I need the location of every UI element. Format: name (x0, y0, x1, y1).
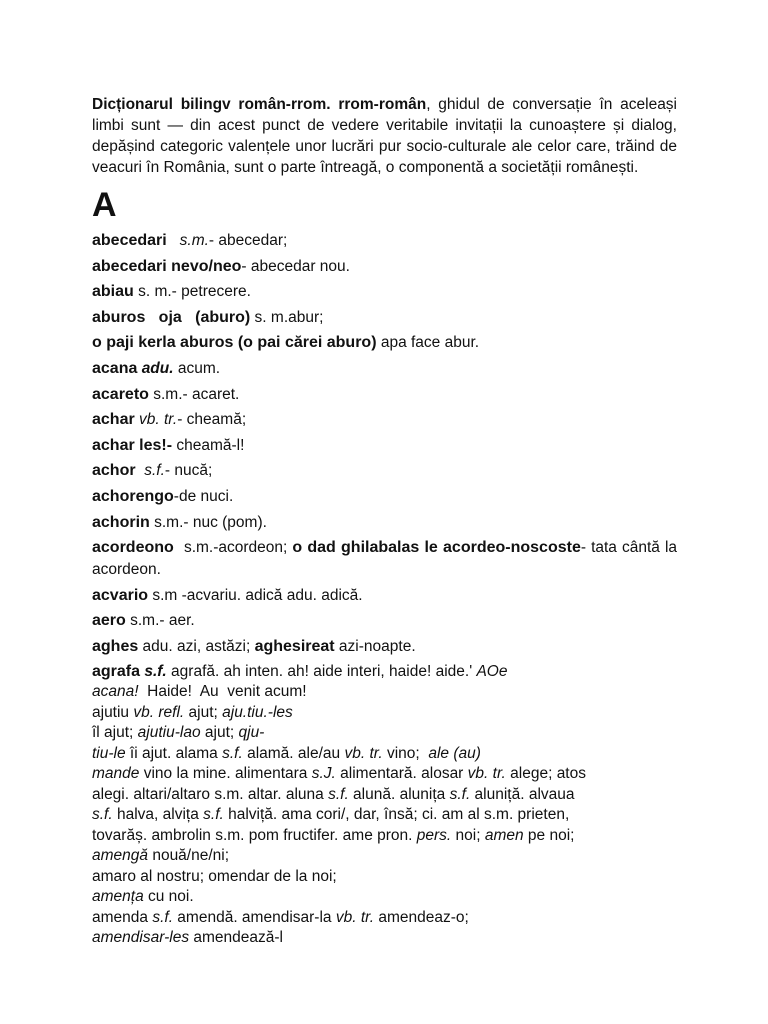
dense-line-text: alegi. altari/altaro s.m. altar. aluna (92, 785, 329, 803)
dense-line-text: agrafă. ah inten. ah! aide interi, haide! aide.' (166, 662, 477, 680)
dense-line-text: ale (au) (428, 744, 481, 762)
dense-line (92, 744, 677, 765)
dense-line-text: amengă (92, 847, 149, 864)
dictionary-entry (92, 486, 677, 508)
grammar-tag: vb. tr. (139, 411, 178, 429)
headword: acareto (92, 385, 149, 403)
definition: - abecedar nou. (241, 257, 350, 275)
definition: - nucă; (164, 462, 213, 480)
dense-line-text: nouă/ne/ni; (148, 847, 230, 864)
headword: aghesireat (254, 637, 335, 655)
dense-entries-block (92, 662, 677, 949)
dictionary-entry (92, 230, 677, 252)
section-letter: A (92, 186, 117, 224)
dense-line-text: alună. alunița (348, 785, 450, 803)
dictionary-entry (92, 281, 677, 303)
dense-line-text: s.f. (92, 806, 113, 823)
dense-line-text: amendisar-les (92, 929, 190, 946)
intro-text: , ghidul de conversație în aceleași limbi sunt — din acest punct de vedere veritabile invitații la cunoaștere și dialog, depășind categoric valențele unor lucrări pur socio-culturale ale celor care, trăind de veacuri în România, sunt o parte întreagă, o componentă a societății românești. (92, 96, 678, 176)
dense-line-text: alege; atos (505, 765, 586, 782)
headword: achar les!- (92, 436, 173, 454)
dense-line-text: pers. (416, 826, 452, 844)
dense-line-text: alamă. ale/au (242, 744, 345, 762)
dense-line-text: s.f. (222, 744, 243, 762)
definition: s.m.- acaret. (148, 385, 240, 403)
dense-line-text: îi ajut. alama (125, 744, 223, 762)
dictionary-entry (92, 307, 677, 329)
dense-line-text: acana! (92, 683, 139, 700)
dense-line (92, 662, 677, 683)
dense-line-text: s.f. (203, 806, 224, 823)
dense-line (92, 908, 677, 929)
dense-line-text: amen (484, 826, 524, 844)
dense-line (92, 805, 677, 826)
dictionary-entry (92, 409, 677, 431)
dense-line (92, 703, 677, 724)
headword: achor (92, 462, 136, 480)
dictionary-entry (92, 512, 677, 534)
dense-line-text: ajut; (200, 724, 239, 741)
headword: aero (92, 612, 126, 630)
dense-line-text: s.J. (311, 765, 336, 782)
dense-line-text: pe noi; (523, 826, 575, 844)
dense-line (92, 826, 677, 847)
dense-line-text: aju.tiu.-les (222, 703, 293, 721)
headword: achar (92, 411, 135, 429)
dense-line (92, 867, 677, 888)
headword: abecedari nevo/neo (92, 257, 242, 275)
definition: s.m.- aer. (125, 612, 195, 630)
dense-line-text: amendează-l (189, 929, 283, 946)
dictionary-entry (92, 537, 677, 581)
dense-line-text: mande (92, 765, 140, 782)
dense-line-text: tiu-le (92, 744, 126, 762)
definition: cheamă-l! (172, 436, 245, 454)
definition: s.m.-acordeon; (178, 539, 288, 557)
dictionary-entry (92, 636, 677, 658)
intro-title: Dicționarul bilingv român-rrom. rrom-român (92, 96, 427, 113)
dense-line-text: ajut; (184, 703, 223, 721)
dense-line-text: amaro al nostru; omendar de la noi; (92, 867, 337, 885)
definition: s. m.- petrecere. (133, 283, 251, 301)
dense-line-text: Haide! Au venit acum! (138, 683, 307, 700)
headword: abecedari (92, 232, 167, 249)
grammar-tag: s.f. (144, 462, 165, 480)
dictionary-entry (92, 435, 677, 457)
dense-line-text: amența (92, 888, 144, 905)
dense-line-text: AOe (476, 662, 508, 680)
headword: aghes (92, 637, 139, 655)
dense-line (92, 723, 677, 744)
dictionary-entry (92, 358, 677, 380)
dense-line-text: vino; (382, 744, 429, 762)
definition: acum. (173, 359, 221, 377)
headword: acana (92, 359, 138, 377)
definition: azi-noapte. (334, 637, 416, 655)
definition: - abecedar; (208, 232, 288, 249)
dense-line-text: vb. tr. (344, 744, 383, 762)
dense-line-text: vb. tr. (467, 765, 506, 782)
dense-line-text: s.f. (328, 785, 349, 803)
dense-line-text: s.f. (152, 908, 173, 926)
dense-line-text: îl ajut; (92, 724, 138, 741)
dense-line-text: amenda (92, 908, 153, 926)
dense-line-text: vino la mine. alimentara (139, 765, 312, 782)
dense-line-text: vb. refl. (133, 703, 185, 721)
definition: adu. azi, astăzi; (138, 637, 251, 655)
dense-line-text: s.f. (449, 785, 471, 803)
dense-line (92, 846, 677, 867)
example-translation: - tata cântă la acordeon. (92, 539, 678, 579)
headword: o paji kerla aburos (o pai cărei aburo) (92, 334, 377, 352)
example-phrase: o dad ghilabalas le acordeo-noscoste (292, 539, 581, 557)
dense-line-text: s.f. (140, 662, 167, 680)
dense-line-text: vb. tr. (335, 908, 375, 926)
headword: aburos oja (aburo) (92, 308, 251, 326)
definition: s.m -acvariu. adică adu. adică. (148, 586, 363, 604)
dense-line-text: ajutiu-lao (137, 724, 201, 741)
definition: -de nuci. (173, 487, 234, 505)
dictionary-entry (92, 460, 677, 482)
headword: abiau (92, 283, 134, 301)
dictionary-entry (92, 256, 677, 278)
dense-line-text: alimentară. alosar (335, 765, 468, 782)
headword: acvario (92, 586, 149, 604)
dense-line-text: halva, alvița (112, 806, 204, 823)
entries-list (92, 230, 677, 658)
dense-line-text: halviță. ama cori/, dar, însă; ci. am al s.m. prieten, (223, 806, 570, 823)
dense-line-text: amendă. amendisar-la (173, 908, 336, 926)
dense-line (92, 928, 677, 949)
headword: acordeono (92, 539, 174, 557)
dense-line (92, 682, 677, 703)
grammar-tag: s.m. (179, 232, 209, 249)
definition: s. m.abur; (250, 308, 324, 326)
dense-line-text: noi; (451, 826, 485, 844)
definition: s.m.- nuc (pom). (149, 513, 267, 531)
dense-line-text: amendeaz-o; (374, 908, 469, 926)
definition: apa face abur. (376, 334, 480, 352)
dense-line-text: cu noi. (143, 888, 194, 905)
dense-line (92, 785, 677, 806)
dictionary-entry (92, 610, 677, 632)
dictionary-page (92, 94, 677, 949)
intro-paragraph (92, 94, 677, 178)
definition: - cheamă; (177, 411, 247, 429)
dictionary-entry (92, 585, 677, 607)
dense-line (92, 764, 677, 785)
dense-line-text: agrafa (92, 662, 141, 680)
headword: achorin (92, 513, 150, 531)
dense-line-text: aluniță. alvaua (470, 785, 575, 803)
dictionary-entry (92, 384, 677, 406)
grammar-tag: adu. (141, 359, 174, 377)
dictionary-entry (92, 332, 677, 354)
dense-line (92, 887, 677, 908)
dense-line-text: ajutiu (92, 703, 134, 721)
dense-line-text: qju- (238, 724, 265, 741)
headword: achorengo (92, 487, 174, 505)
dense-line-text: tovarăș. ambrolin s.m. pom fructifer. ame pron. (92, 826, 417, 844)
